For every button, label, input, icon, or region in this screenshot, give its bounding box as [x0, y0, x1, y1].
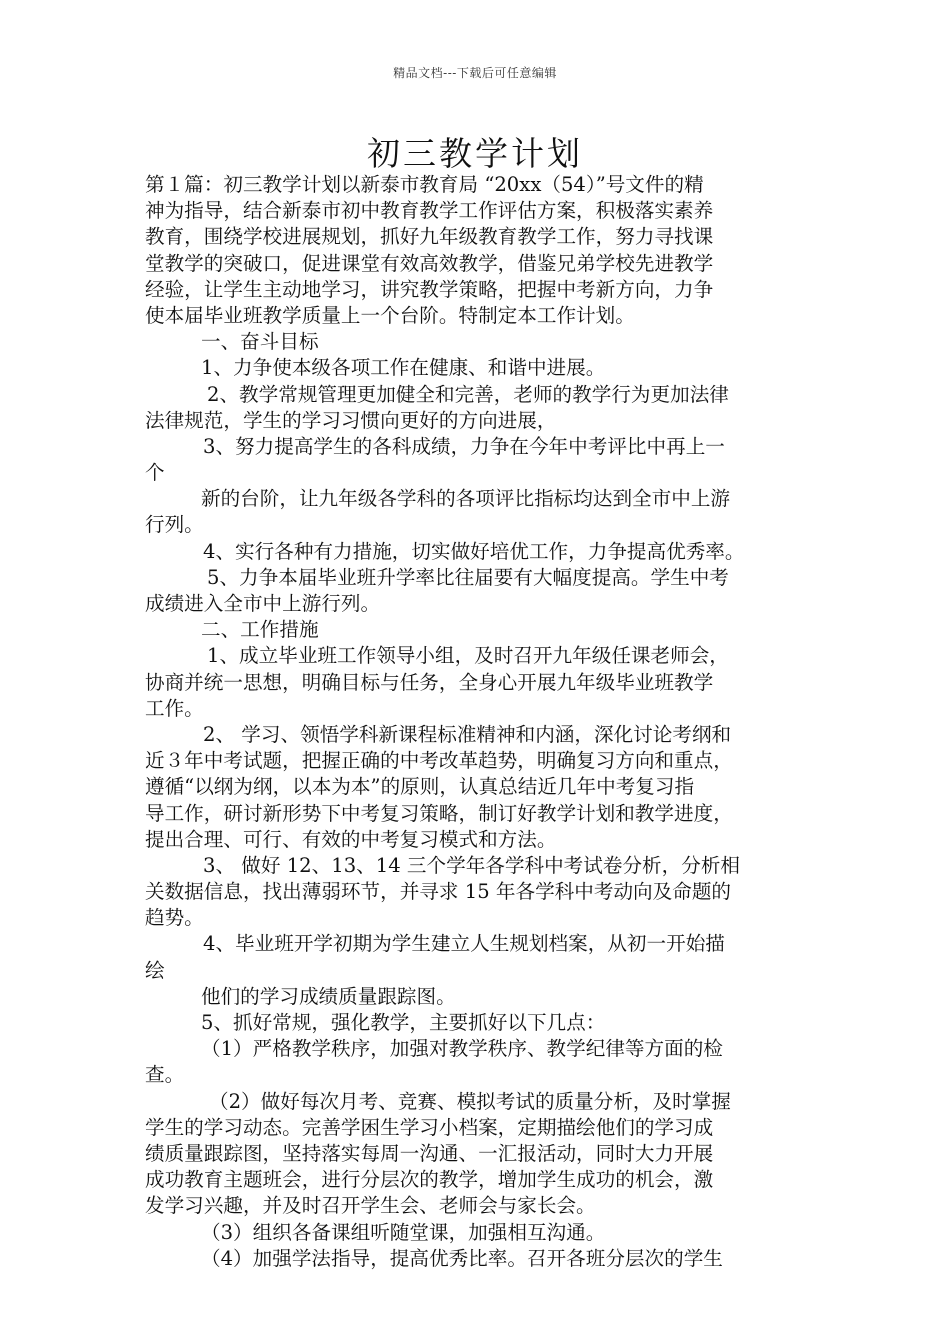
text-line: 2、 学习、领悟学科新课程标准精神和内涵，深化讨论考纲和 — [203, 722, 732, 746]
text-line: 导工作，研讨新形势下中考复习策略，制订好教学计划和教学进度， — [145, 801, 733, 825]
text-line: 3、 做好 12、13、14 三个学年各学科中考试卷分析，分析相 — [203, 853, 741, 877]
text-line: 3、努力提高学生的各科成绩，力争在今年中考评比中再上一 — [203, 434, 725, 458]
text-line: （4）加强学法指导，提高优秀比率。召开各班分层次的学生 — [201, 1246, 723, 1270]
text-line: 提出合理、可行、有效的中考复习模式和方法。 — [145, 827, 557, 851]
text-line: 使本届毕业班教学质量上一个台阶。特制定本工作计划。 — [145, 303, 635, 327]
text-line: 一、奋斗目标 — [201, 330, 319, 354]
text-line: 4、毕业班开学初期为学生建立人生规划档案，从初一开始描 — [203, 932, 725, 956]
text-line: 5、抓好常规，强化教学，主要抓好以下几点： — [201, 1011, 606, 1034]
text-line: 神为指导，结合新泰市初中教育教学工作评估方案，积极落实素养 — [145, 199, 714, 223]
text-line: 关数据信息，找出薄弱环节，并寻求 15 年各学科中考动向及命题的 — [145, 880, 732, 904]
text-line: 绩质量跟踪图，坚持落实每周一沟通、一汇报活动，同时大力开展 — [145, 1141, 714, 1165]
text-line: （2）做好每次月考、竞赛、模拟考试的质量分析，及时掌握 — [209, 1089, 731, 1113]
text-line: 成功教育主题班会，进行分层次的教学，增加学生成功的机会，激 — [145, 1168, 714, 1192]
text-line: 成绩进入全市中上游行列。 — [145, 592, 381, 615]
text-line: 二、工作措施 — [201, 618, 319, 642]
text-line: 近３年中考试题，把握正确的中考改革趋势，明确复习方向和重点， — [145, 749, 733, 773]
text-line: 绘 — [145, 958, 165, 982]
text-line: 遵循“以纲为纲，以本为本”的原则，认真总结近几年中考复习指 — [145, 775, 695, 799]
text-line: 教育，围绕学校进展规划，抓好九年级教育教学工作，努力寻找课 — [145, 225, 714, 249]
text-line: 5、力争本届毕业班升学率比往届要有大幅度提高。学生中考 — [207, 565, 729, 589]
text-line: 2、教学常规管理更加健全和完善，老师的教学行为更加法律 — [207, 382, 729, 406]
text-line: 法律规范，学生的学习习惯向更好的方向进展， — [145, 408, 557, 432]
text-line: 协商并统一思想，明确目标与任务，全身心开展九年级毕业班教学 — [145, 670, 714, 694]
text-line: （1）严格教学秩序，加强对教学秩序、教学纪律等方面的检 — [201, 1037, 723, 1061]
text-line: 4、实行各种有力措施，切实做好培优工作，力争提高优秀率。 — [203, 539, 745, 563]
text-line: 堂教学的突破口，促进课堂有效高效教学，借鉴兄弟学校先进教学 — [145, 251, 714, 275]
text-line: 他们的学习成绩质量跟踪图。 — [201, 984, 456, 1008]
document-body — [145, 172, 810, 1272]
text-line: 查。 — [145, 1063, 185, 1087]
document-title: 初三教学计划 — [367, 134, 583, 173]
text-line: 趋势。 — [145, 906, 204, 930]
text-line: 个 — [145, 461, 165, 485]
text-line: 工作。 — [145, 696, 204, 720]
text-line: 发学习兴趣，并及时召开学生会、老师会与家长会。 — [145, 1194, 596, 1218]
text-line: 1、成立毕业班工作领导小组，及时召开九年级任课老师会， — [207, 644, 729, 668]
text-line: 1、力争使本级各项工作在健康、和谐中进展。 — [201, 356, 606, 380]
text-line: 行列。 — [145, 513, 204, 537]
text-line: 经验，让学生主动地学习，讲究教学策略，把握中考新方向，力争 — [145, 277, 714, 301]
text-line: （3）组织各备课组听随堂课，加强相互沟通。 — [201, 1220, 606, 1244]
text-line: 第１篇：初三教学计划以新泰市教育局 “20xx（54）”号文件的精 — [145, 173, 704, 196]
text-line: 学生的学习动态。完善学困生学习小档案，定期描绘他们的学习成 — [145, 1115, 714, 1139]
text-line: 新的台阶，让九年级各学科的各项评比指标均达到全市中上游 — [201, 487, 731, 511]
header-note: 精品文档---下载后可任意编辑 — [393, 66, 557, 80]
